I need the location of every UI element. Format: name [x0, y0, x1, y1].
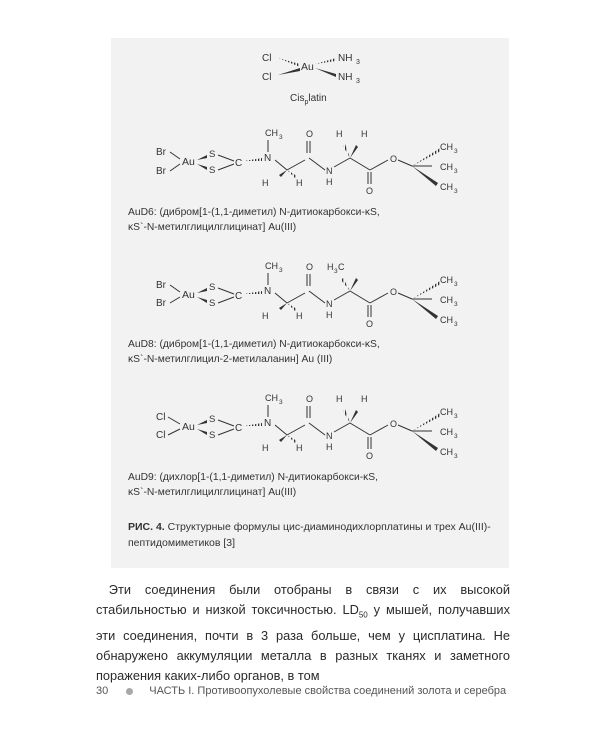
svg-text:N: N	[326, 166, 333, 176]
svg-text:3: 3	[454, 168, 458, 175]
nitrogen-label: N	[264, 153, 272, 164]
methyl-label: CH	[265, 128, 278, 138]
svg-text:Au: Au	[182, 289, 195, 301]
aud8-caption	[128, 337, 380, 367]
running-title: ЧАСТЬ I. Противоопухолевые свойства соединений золота и серебра	[149, 685, 507, 697]
cisplatin-cl-bottom: Cl	[262, 72, 272, 83]
aud6-structure	[156, 128, 458, 196]
svg-text:H: H	[262, 443, 269, 453]
svg-text:H: H	[262, 178, 269, 188]
sulfur-label: S	[209, 149, 216, 160]
cisplatin-nh-top: NH	[338, 53, 353, 64]
svg-text:N: N	[264, 418, 272, 429]
svg-text:H: H	[326, 310, 333, 320]
svg-text:H: H	[361, 129, 368, 139]
aud6-caption	[128, 205, 380, 235]
svg-text:Cl: Cl	[156, 412, 166, 423]
cisplatin-nh-top-sub: 3	[356, 59, 360, 66]
svg-text:Au: Au	[182, 421, 195, 433]
aud8-caption-line1: AuD8: (дибром[1-(1,1-диметил) N-дитиокарбокси-κS,	[128, 339, 380, 350]
svg-text:O: O	[390, 419, 398, 429]
aud6-caption-line1: AuD6: (дибром[1-(1,1-диметил) N-дитиокарбокси-κS,	[128, 207, 380, 218]
cisplatin-name: Cis$_p$latin	[290, 93, 327, 106]
svg-text:3: 3	[279, 399, 283, 406]
svg-text:3: 3	[454, 321, 458, 328]
figure-caption	[128, 520, 498, 551]
svg-text:C: C	[235, 423, 243, 434]
svg-text:3: 3	[454, 188, 458, 195]
svg-text:C: C	[235, 291, 243, 302]
svg-text:H: H	[296, 178, 303, 188]
svg-text:Cl: Cl	[156, 430, 166, 441]
svg-text:H: H	[361, 394, 368, 404]
svg-text:CH: CH	[440, 182, 453, 192]
svg-text:3: 3	[454, 301, 458, 308]
svg-text:3: 3	[334, 268, 338, 275]
ld-subscript: 50	[358, 610, 368, 620]
footer-dot-icon	[126, 688, 133, 695]
svg-text:3: 3	[279, 267, 283, 274]
svg-text:CH: CH	[440, 427, 453, 437]
svg-text:Br: Br	[156, 280, 166, 291]
svg-text:H: H	[296, 311, 303, 321]
aud9-caption-line1: AuD9: (дихлор[1-(1,1-диметил) N-дитиокарбокси-κS,	[128, 472, 379, 483]
svg-text:N: N	[264, 286, 272, 297]
svg-text:3: 3	[454, 413, 458, 420]
svg-text:CH: CH	[440, 275, 453, 285]
svg-text:O: O	[306, 262, 314, 272]
carbon-label: C	[235, 158, 243, 169]
hashed-bond	[278, 58, 300, 67]
svg-text:H: H	[296, 443, 303, 453]
svg-text:H: H	[262, 311, 269, 321]
svg-text:CH: CH	[265, 261, 278, 271]
cisplatin-metal: Au	[301, 61, 314, 73]
metal-label: Au	[182, 156, 195, 168]
aud6-caption-line2: κS`-N-метилглицилглицинат] Au(III)	[128, 222, 297, 233]
svg-text:CH: CH	[440, 407, 453, 417]
svg-text:O: O	[390, 154, 398, 164]
aud8-structure	[156, 261, 458, 329]
page-footer	[96, 685, 516, 697]
svg-text:C: C	[338, 262, 345, 272]
svg-text:CH: CH	[440, 295, 453, 305]
aud8-caption-line2: κS`-N-метилглицил-2-метилаланин] Au (III)	[128, 354, 333, 365]
cisplatin-structure	[262, 53, 360, 106]
figure-caption-text: Структурные формулы цис-диаминодихлорплатины и трех Au(III)-пептидомиметиков [3]	[128, 521, 491, 549]
svg-text:CH: CH	[440, 142, 453, 152]
sulfur-label: S	[209, 165, 216, 176]
svg-text:CH: CH	[440, 447, 453, 457]
svg-text:H: H	[326, 442, 333, 452]
svg-text:O: O	[366, 319, 374, 329]
svg-text:3: 3	[454, 281, 458, 288]
body-paragraph: Эти соединения были отобраны в связи с их высокой стабильностью и низкой токсичностью. $LD_{50}$ у мышей, получавших эти соединения, почти в 3 раза больше, чем у цисплатина. Не обнаружено аккумуляции металла в разных тканях и заметного поражения каких-либо органов, в том	[96, 582, 510, 683]
halogen-label: Br	[156, 166, 166, 177]
svg-text:3: 3	[454, 453, 458, 460]
svg-text:O: O	[366, 186, 374, 196]
svg-text:H: H	[326, 177, 333, 187]
wedge-bond	[315, 68, 336, 77]
svg-text:Br: Br	[156, 298, 166, 309]
svg-text:S: S	[209, 282, 216, 293]
figure-label: РИС. 4.	[128, 521, 165, 533]
aud9-caption	[128, 470, 378, 500]
halogen-label: Br	[156, 147, 166, 158]
svg-text:S: S	[209, 298, 216, 309]
svg-text:O: O	[366, 451, 374, 461]
svg-text:N: N	[326, 431, 333, 441]
svg-text:3: 3	[279, 134, 283, 141]
cisplatin-cl-top: Cl	[262, 53, 272, 64]
wedge-bond	[278, 68, 300, 75]
svg-text:3: 3	[454, 148, 458, 155]
svg-text:CH: CH	[265, 393, 278, 403]
cisplatin-nh-bottom-sub: 3	[356, 78, 360, 85]
svg-text:CH: CH	[440, 162, 453, 172]
aud9-caption-line2: κS`-N-метилглицилглицинат] Au(III)	[128, 487, 297, 498]
svg-text:H: H	[336, 394, 343, 404]
svg-text:N: N	[326, 299, 333, 309]
svg-text:S: S	[209, 414, 216, 425]
oxygen-label: O	[306, 129, 314, 139]
aud9-structure	[156, 393, 458, 461]
svg-text:H: H	[336, 129, 343, 139]
cisplatin-nh-bottom: NH	[338, 72, 353, 83]
hashed-bond	[315, 58, 336, 64]
page-number: 30	[96, 685, 109, 697]
svg-text:O: O	[306, 394, 314, 404]
svg-text:H: H	[327, 262, 334, 272]
svg-text:CH: CH	[440, 315, 453, 325]
svg-text:S: S	[209, 430, 216, 441]
svg-text:O: O	[390, 287, 398, 297]
svg-text:3: 3	[454, 433, 458, 440]
